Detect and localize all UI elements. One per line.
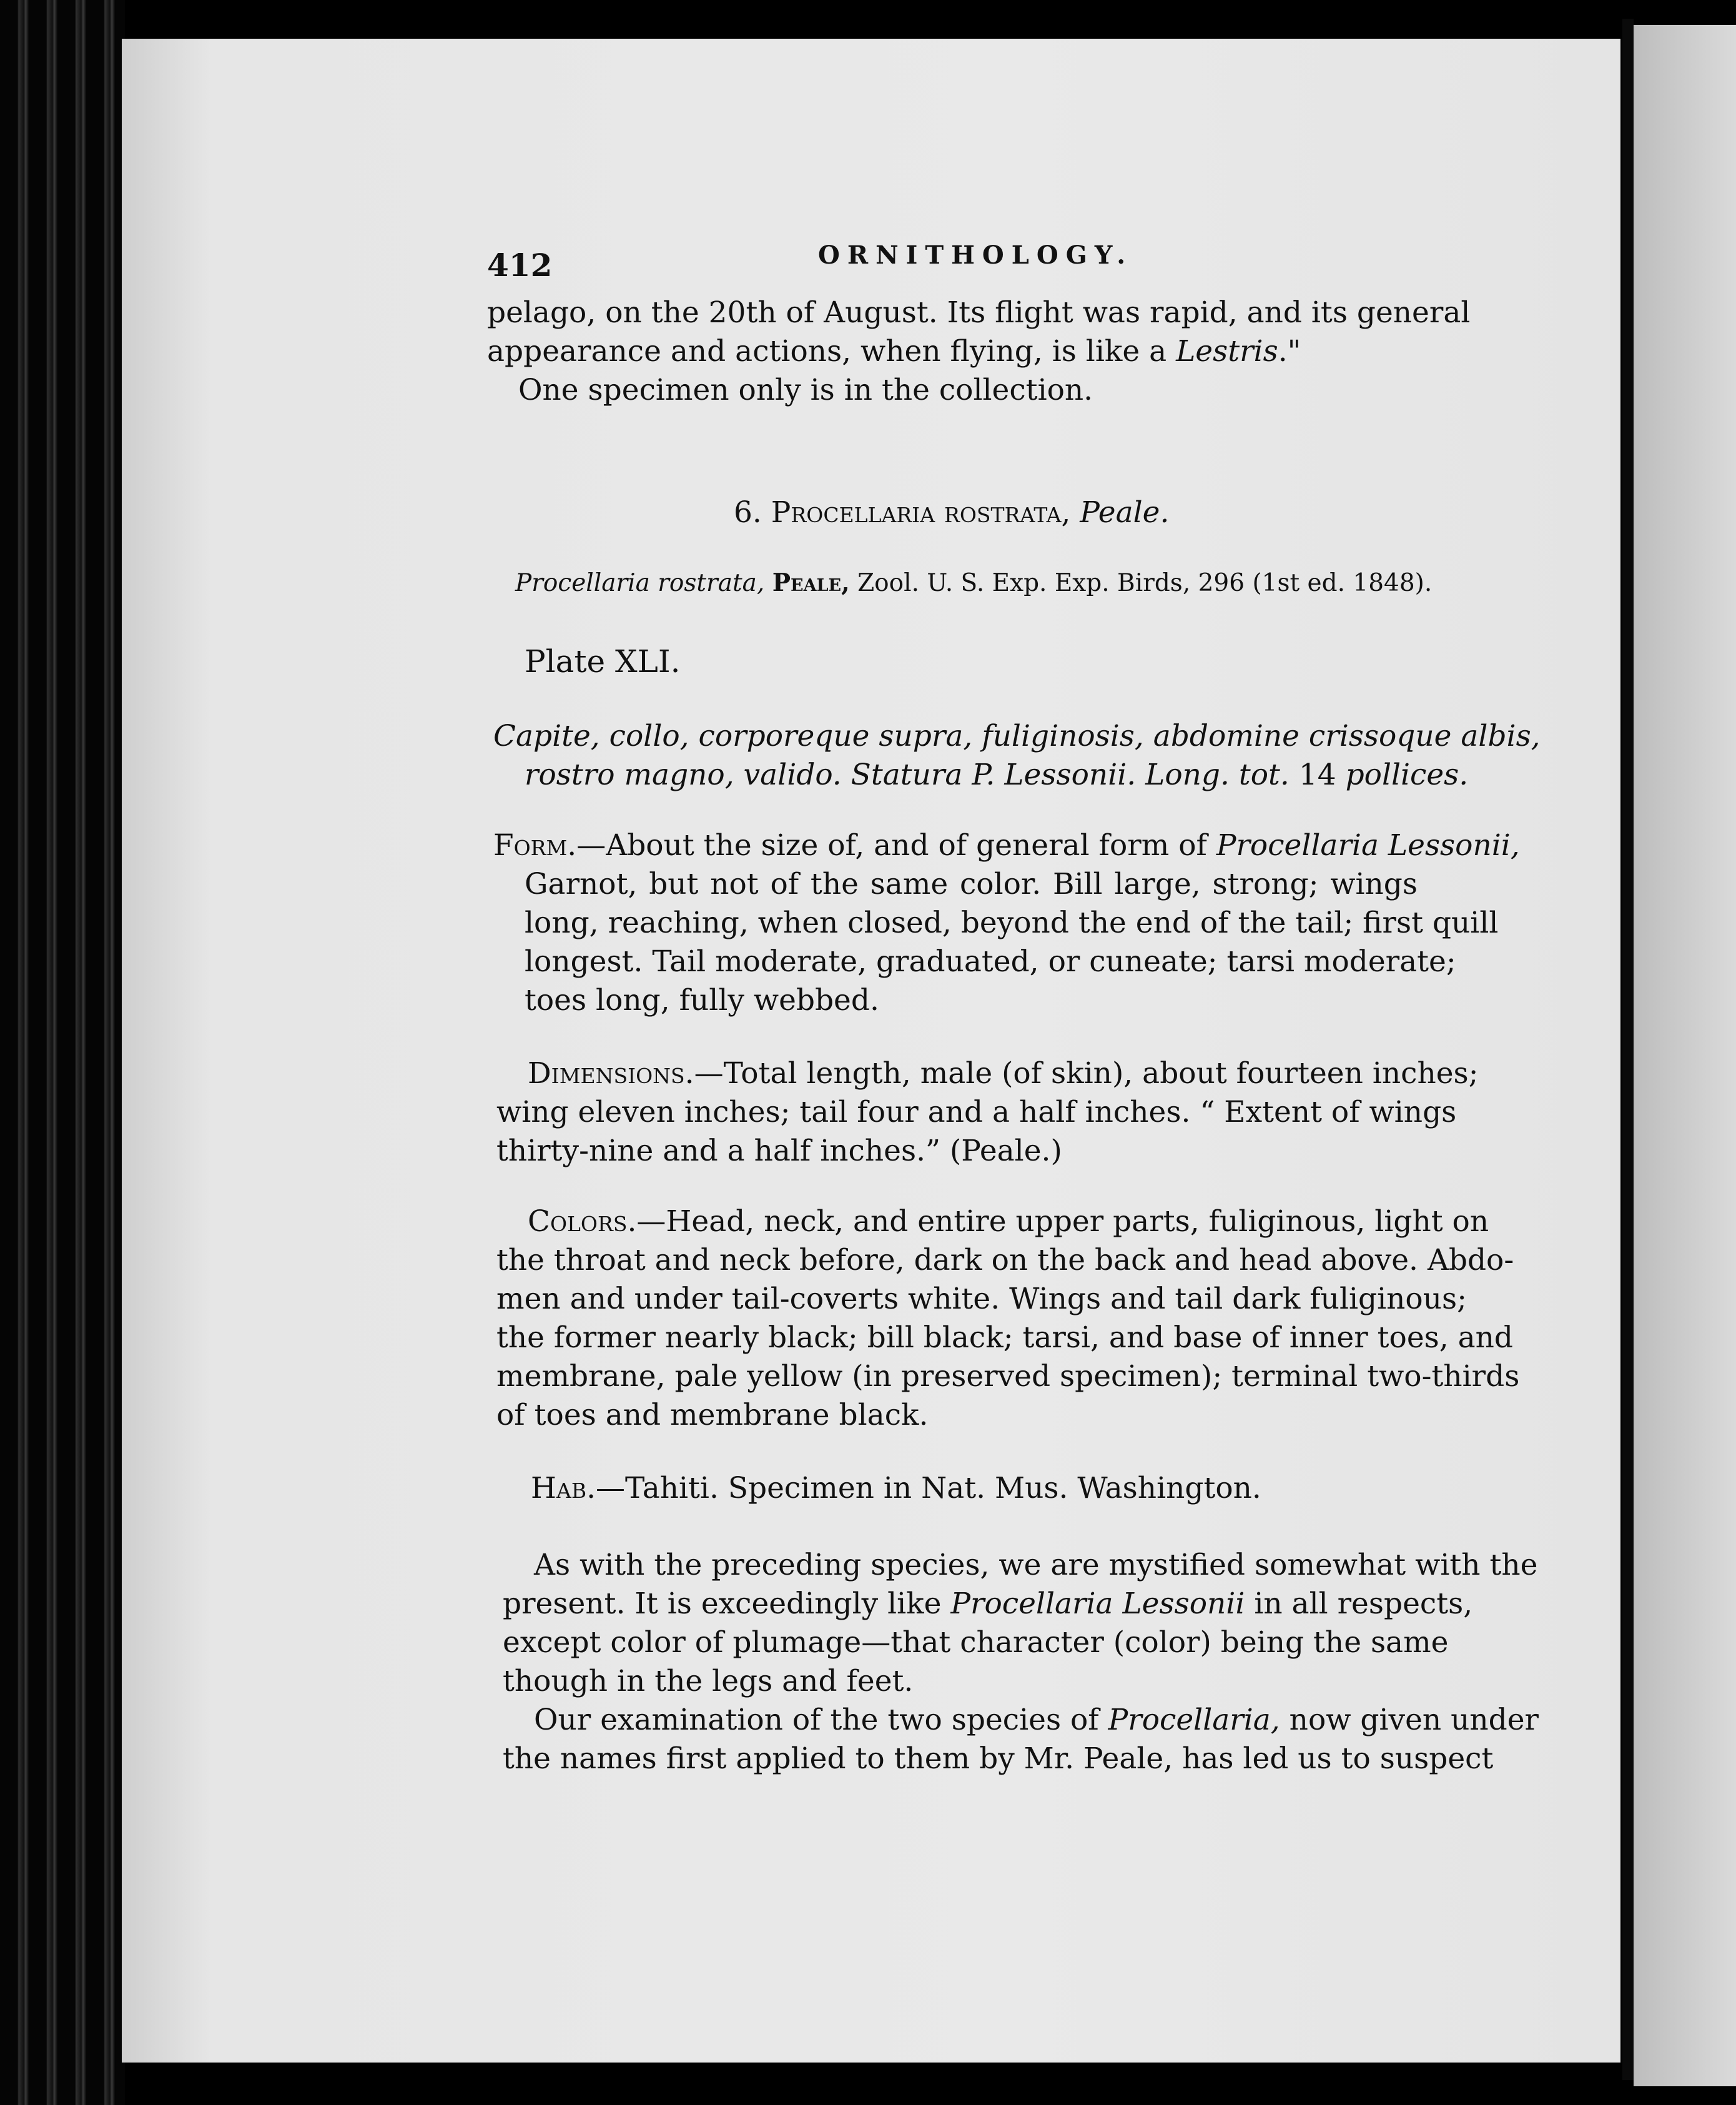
colors-line: of toes and membrane black. [496, 1398, 929, 1432]
dimensions-line: Dimensions.—Total length, male (of skin), about fourteen inches; [528, 1056, 1479, 1091]
form-line: Form.—About the size of, and of general form of Procellaria Lessonii, [493, 828, 1520, 863]
continuation-line: One specimen only is in the collection. [518, 373, 1093, 407]
dimensions-label: Dimensions. [528, 1056, 694, 1091]
colors-label: Colors. [528, 1204, 637, 1239]
remarks-line: though in the legs and feet. [503, 1664, 914, 1698]
remarks-line: Our examination of the two species of Procellaria, now given under [534, 1703, 1539, 1737]
continuation-line: appearance and actions, when flying, is like a Lestris." [487, 334, 1301, 369]
diagnosis-line: rostro magno, valido. Statura P. Lessonii. Long. tot. 14 pollices. [525, 758, 1469, 792]
diagnosis-line: Capite, collo, corporeque supra, fuliginosis, abdomine crissoque albis, [493, 719, 1541, 753]
plate-reference: Plate XLI. [525, 643, 681, 680]
colors-line: the former nearly black; bill black; tarsi, and base of inner toes, and [496, 1320, 1514, 1355]
species-heading: 6. Procellaria rostrata, Peale. [734, 495, 1170, 530]
form-continuation: Garnot, but not of the same color. Bill large, strong; wings long, reaching, when closed, beyond the end of the tail; first quill longest. Tail moderate, graduated, or cuneate; tarsi moderate; toes long, fully webbed. [525, 867, 1499, 1018]
book-binding-edge [0, 0, 125, 2105]
dimensions-paragraph [496, 1054, 1479, 1171]
species-name: Procellaria rostrata, [771, 495, 1071, 530]
form-label: Form. [493, 828, 577, 863]
form-paragraph [493, 826, 1520, 1020]
page-number: 412 [487, 247, 553, 284]
continuation-line: pelago, on the 20th of August. Its flight was rapid, and its general [487, 295, 1471, 330]
colors-line: the throat and neck before, dark on the back and head above. Abdo- [496, 1243, 1514, 1277]
adjacent-page-edge [1634, 25, 1736, 2086]
latin-diagnosis [493, 717, 1541, 795]
colors-line: Colors.—Head, neck, and entire upper parts, fuliginous, light on [528, 1204, 1489, 1239]
continuation-paragraph [487, 294, 1471, 410]
remarks-line: except color of plumage—that character (color) being the same [503, 1625, 1449, 1660]
running-title: ORNITHOLOGY. [818, 240, 1133, 270]
dimensions-line: wing eleven inches; tail four and a half inches. “ Extent of wings [496, 1095, 1457, 1129]
colors-paragraph [496, 1202, 1520, 1435]
habitat-line: Hab.—Tahiti. Specimen in Nat. Mus. Washington. [531, 1471, 1261, 1505]
habitat-label: Hab. [531, 1471, 596, 1505]
colors-line: men and under tail-coverts white. Wings and tail dark fuliginous; [496, 1282, 1467, 1316]
species-author: Peale. [1080, 495, 1170, 530]
colors-line: membrane, pale yellow (in preserved specimen); terminal two-thirds [496, 1359, 1520, 1394]
remarks-line: As with the preceding species, we are mystified somewhat with the [534, 1548, 1538, 1582]
remarks-line: the names first applied to them by Mr. Peale, has led us to suspect [503, 1741, 1494, 1776]
remarks-paragraph [503, 1546, 1539, 1778]
page-gutter [1622, 19, 1634, 2080]
remarks-line: present. It is exceedingly like Procellaria Lessonii in all respects, [503, 1587, 1473, 1621]
synonymy-line: Procellaria rostrata, Peale, Zool. U. S. Exp. Exp. Birds, 296 (1st ed. 1848). [515, 568, 1433, 597]
dimensions-line: thirty-nine and a half inches.” (Peale.) [496, 1134, 1062, 1168]
